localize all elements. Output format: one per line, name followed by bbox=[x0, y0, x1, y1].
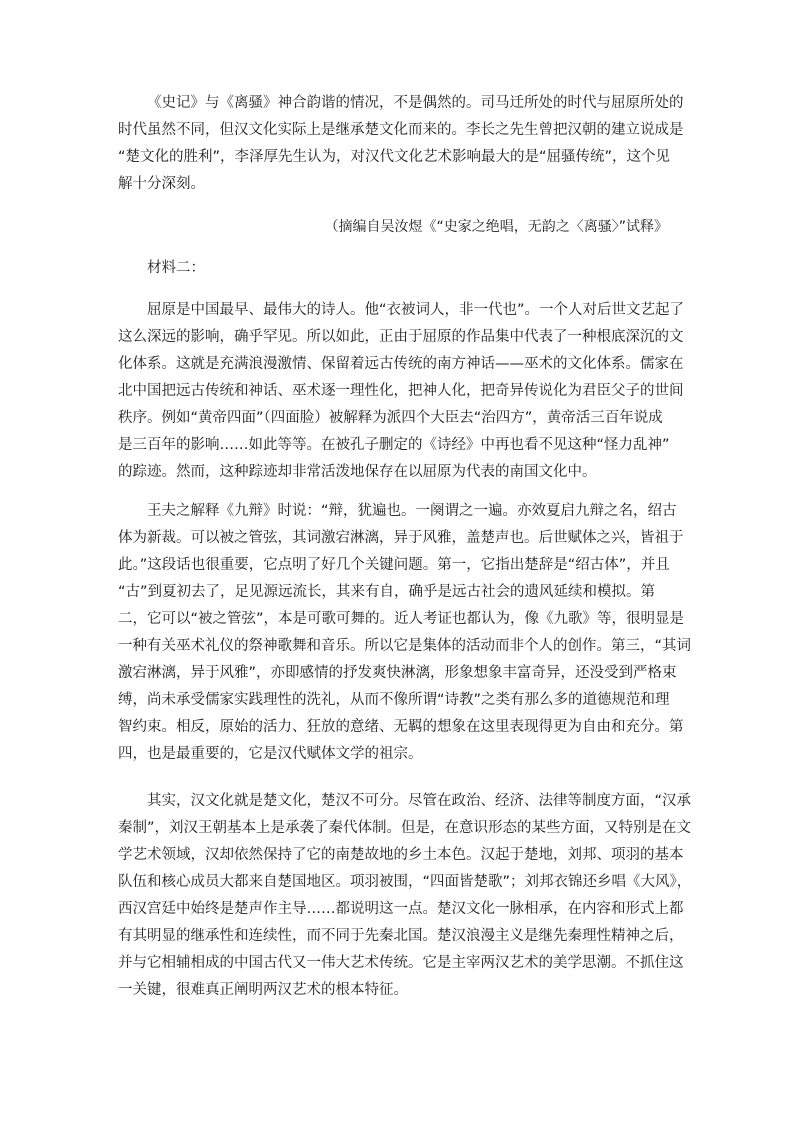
text-line: 是三百年的影响……如此等等。在被孔子删定的《诗经》中再也看不见这种“怪力乱神” bbox=[118, 437, 670, 453]
text-line: 一关键，很难真正阐明两汉艺术的根本特征。 bbox=[118, 982, 408, 998]
text-line: 北中国把远古传统和神话、巫术逐一理性化，把神人化，把奇异传说化为君臣父子的世间 bbox=[118, 383, 684, 399]
paragraph-4 bbox=[118, 788, 692, 1004]
text-line: 智约束。相反，原始的活力、狂放的意绪、无羁的想象在这里表现得更为自由和充分。第 bbox=[118, 719, 684, 735]
paragraph-3 bbox=[118, 498, 692, 768]
source-citation: （摘编自吴汝煜《“史家之绝唱，无韵之〈离骚〉”试释》 bbox=[324, 219, 668, 235]
material-two-heading: 材料二： bbox=[147, 260, 205, 276]
text-line: 王夫之解释《九辩》时说：“辩，犹遍也。一阕谓之一遍。亦效夏启九辩之名，绍古 bbox=[147, 503, 677, 519]
text-line: 解十分深刻。 bbox=[118, 176, 205, 192]
text-line: 二，它可以“被之管弦”，本是可歌可舞的。近人考证也都认为，像《九歌》等，很明显是 bbox=[118, 611, 685, 627]
paragraph-2 bbox=[118, 297, 685, 486]
text-line: 西汉宫廷中始终是楚声作主导……都说明这一点。楚汉文化一脉相承，在内容和形式上都 bbox=[118, 901, 684, 917]
text-line: 时代虽然不同，但汉文化实际上是继承楚文化而来的。李长之先生曾把汉朝的建立说成是 bbox=[118, 122, 684, 138]
text-line: “楚文化的胜利”，李泽厚先生认为，对汉代文化艺术影响最大的是“屈骚传统”，这个见 bbox=[118, 149, 671, 165]
text-line: 秦制”，刘汉王朝基本上是承袭了秦代体制。但是，在意识形态的某些方面，又特别是在文 bbox=[118, 820, 692, 836]
text-line: 秩序。例如“黄帝四面”（四面脸）被解释为派四个大臣去“治四方”，黄帝活三百年说成 bbox=[118, 410, 663, 426]
text-line: 学艺术领域，汉却依然保持了它的南楚故地的乡土本色。汉起于楚地，刘邦、项羽的基本 bbox=[118, 847, 684, 863]
text-line: 屈原是中国最早、最伟大的诗人。他“衣被词人，非一代也”。一个人对后世文艺起了 bbox=[147, 302, 685, 318]
paragraph-1 bbox=[118, 90, 684, 198]
text-line: “古”到夏初去了，足见源远流长，其来有自，确乎是远古社会的遗风延续和模拟。第 bbox=[118, 584, 656, 600]
text-line: 体为新裁。可以被之管弦，其词激宕淋漓，异于风雅，盖楚声也。后世赋体之兴，皆祖于 bbox=[118, 530, 684, 546]
text-line: 四，也是最重要的，它是汉代赋体文学的祖宗。 bbox=[118, 746, 423, 762]
text-line: 激宕淋漓，异于风雅”，亦即感情的抒发爽快淋漓，形象想象丰富奇异，还没受到严格束 bbox=[118, 665, 677, 681]
text-line: 队伍和核心成员大都来自楚国地区。项羽被围，“四面皆楚歌”；刘邦衣锦还乡唱《大风》， bbox=[118, 874, 692, 890]
text-line: 的踪迹。然而，这种踪迹却非常活泼地保存在以屈原为代表的南国文化中。 bbox=[118, 464, 597, 480]
text-line: 其实，汉文化就是楚文化，楚汉不可分。尽管在政治、经济、法律等制度方面，“汉承 bbox=[147, 793, 692, 809]
text-line: 并与它相辅相成的中国古代又一伟大艺术传统。它是主宰两汉艺术的美学思潮。不抓住这 bbox=[118, 955, 684, 971]
text-line: 《史记》与《离骚》神合韵谐的情况，不是偶然的。司马迁所处的时代与屈原所处的 bbox=[147, 95, 684, 111]
text-line: 此。”这段话也很重要，它点明了好几个关键问题。第一，它指出楚辞是“绍古体”，并且 bbox=[118, 557, 670, 573]
text-line: 有其明显的继承性和连续性，而不同于先秦北国。楚汉浪漫主义是继先秦理性精神之后， bbox=[118, 928, 684, 944]
text-line: 这么深远的影响，确乎罕见。所以如此，正由于屈原的作品集中代表了一种根底深沉的文 bbox=[118, 329, 684, 345]
text-line: 一种有关巫术礼仪的祭神歌舞和音乐。所以它是集体的活动而非个人的创作。第三，“其词 bbox=[118, 638, 692, 654]
text-line: 缚，尚未承受儒家实践理性的洗礼，从而不像所谓“诗教”之类有那么多的道德规范和理 bbox=[118, 692, 670, 708]
text-line: 化体系。这就是充满浪漫激情、保留着远古传统的南方神话——巫术的文化体系。儒家在 bbox=[118, 356, 684, 372]
